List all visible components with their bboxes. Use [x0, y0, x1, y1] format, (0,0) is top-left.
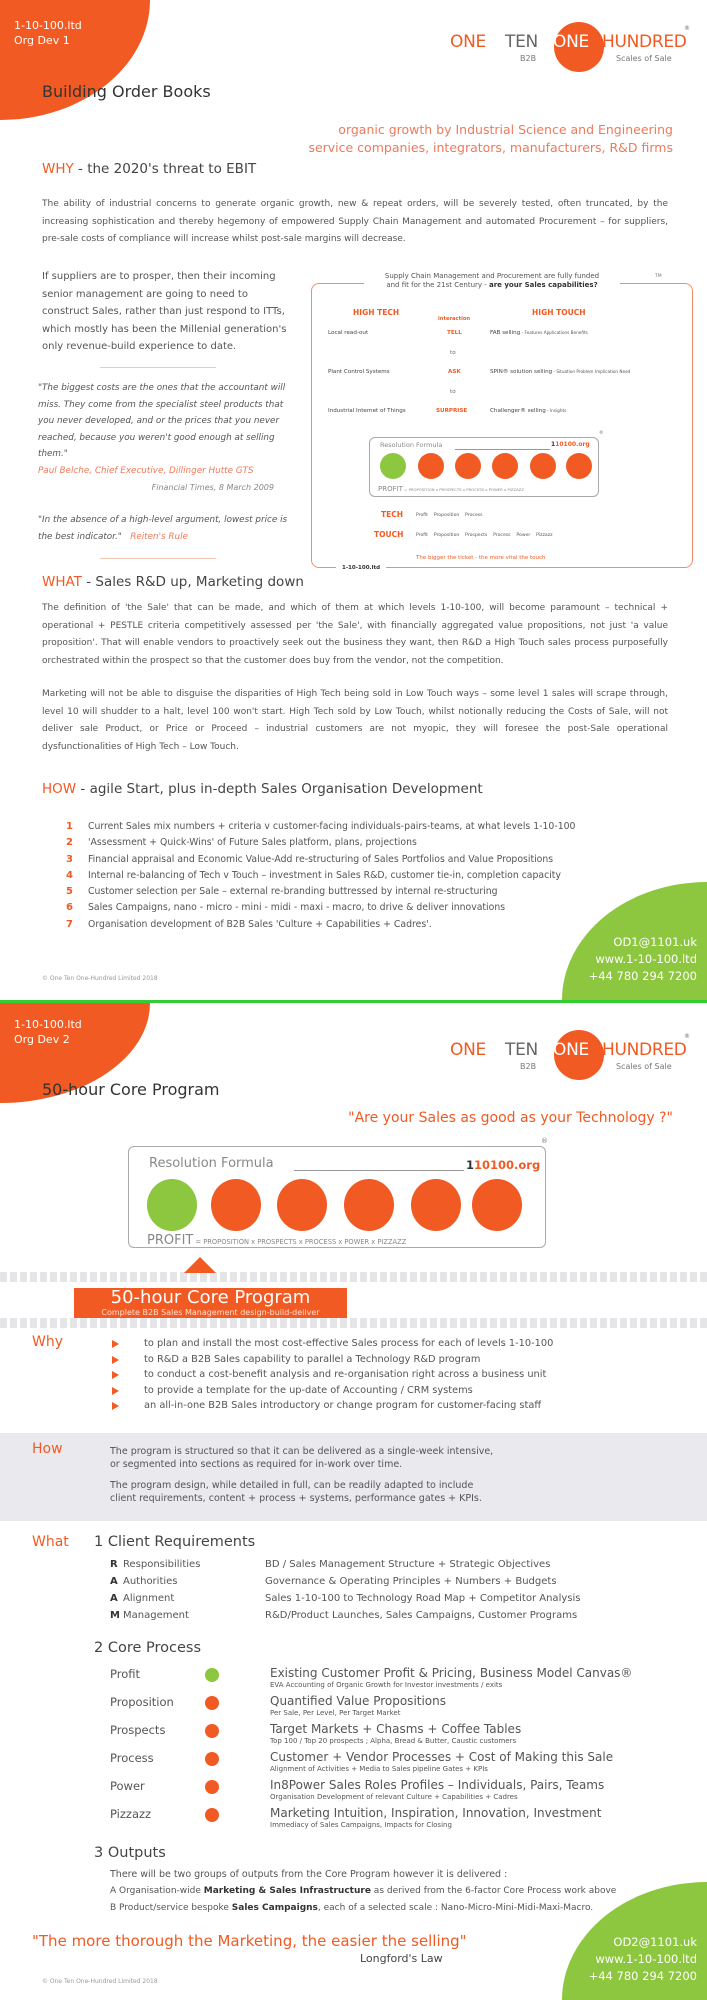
page-title: Building Order Books	[42, 82, 211, 101]
logo-word: TEN	[505, 32, 538, 52]
corner-line1: 1-10-100.ltd	[14, 19, 82, 32]
law-name: Longford's Law	[360, 1952, 443, 1965]
logo-word: ONE	[553, 32, 589, 52]
what-heading-text: - Sales R&D up, Marketing down	[81, 574, 304, 590]
touch-items: Profit Proposition Prospects Process Power Pizzazz	[416, 533, 553, 538]
logo-sub-left: B2B	[520, 1062, 537, 1071]
formula-org: 110100.org	[551, 441, 590, 448]
copyright: © One Ten One-Hundred Limited 2018	[42, 1978, 158, 1985]
corner-line2: Org Dev 1	[14, 34, 70, 47]
row-desc: Sales 1-10-100 to Technology Road Map + Competitor Analysis	[265, 1593, 581, 1604]
how-list	[66, 819, 666, 933]
logo-word: HUNDRED	[602, 1040, 687, 1060]
what-keyword: WHAT	[42, 574, 82, 590]
logo-word: ONE	[450, 1040, 486, 1060]
formula-equation: PROFIT = PROPOSITION x PROSPECTS x PROCESS x POWER x PIZZAZZ	[378, 485, 524, 493]
touch-item: FAB selling - Features Applications Benefits	[490, 330, 588, 336]
touch-label: TOUCH	[374, 530, 404, 539]
copyright: © One Ten One-Hundred Limited 2018	[42, 975, 158, 982]
to-label: to	[450, 389, 456, 395]
bullet-triangle-icon	[112, 1371, 119, 1379]
corner-line1: 1-10-100.ltd	[14, 1018, 82, 1031]
registered-mark: ®	[599, 431, 604, 436]
quote-reiten	[38, 512, 288, 545]
table-row: A Alignment	[110, 1593, 175, 1604]
list-item: 4 Internal re-balancing of Tech v Touch – investment in Sales R&D, customer tie-in, completion capacity	[66, 869, 561, 881]
diagram-footer: The bigger the ticket - the more vital the touch	[416, 555, 546, 561]
brand-logo	[450, 22, 690, 72]
what-paragraph-1: The definition of 'the Sale' that can be made, and which of them at which levels 1-10-100, will become paramount – technical + operational + PESTLE criteria competitively assessed per 'the Sale', with financially aggregated value propositions, not just 'a value proposition'. That will enable vendors to proactively seek out the business they want, then R&D a High Touch sales process purposefully orchestrated within the prospect so that the customer does buy from the vendor, not the competition.	[42, 603, 668, 666]
output-b: B Product/service bespoke Sales Campaigns, each of a selected scale : Nano-Micro-Mini-Midi-Maxi-Macro.	[110, 1903, 594, 1913]
formula-title: Resolution Formula	[149, 1156, 274, 1171]
table-row: A Authorities	[110, 1576, 178, 1587]
how-paragraph-2: The program design, while detailed in full, can be readily adapted to include client requirements, content + process + systems, performance gates + KPIs.	[110, 1480, 482, 1504]
how-heading-text: - agile Start, plus in-depth Sales Organisation Development	[76, 781, 483, 797]
quote-attribution: Paul Belche, Chief Executive, Dillinger Hutte GTS	[38, 465, 254, 476]
how-heading	[42, 781, 483, 797]
dashed-band	[0, 1318, 707, 1328]
quote-source: Financial Times, 8 March 2009	[151, 482, 274, 492]
row-desc: BD / Sales Management Structure + Strategic Objectives	[265, 1559, 551, 1570]
program-banner	[74, 1288, 347, 1318]
resolution-formula-small	[369, 437, 599, 497]
how-label: How	[32, 1441, 63, 1457]
quote-text: "The biggest costs are the ones that the accountant will miss. They come from the specialist steel products that you never developed, and or the prices that you never reached, because you weren't good enough at selling them."	[38, 383, 286, 460]
why-list	[112, 1336, 672, 1414]
bullet-triangle-icon	[112, 1340, 119, 1348]
pizzazz-lightning-icon	[205, 1808, 219, 1822]
how-keyword: HOW	[42, 781, 77, 797]
col-interaction: interaction	[438, 316, 471, 322]
touch-item: Challenger® selling - Insights	[490, 408, 567, 414]
bullet-triangle-icon	[112, 1402, 119, 1410]
corner-badge	[0, 0, 150, 120]
logo-word: ONE	[553, 1040, 589, 1060]
list-item: an all-in-one B2B Sales introductory or change program for customer-facing staff	[112, 1398, 672, 1414]
dashed-band	[0, 1272, 707, 1282]
why-heading	[42, 161, 256, 177]
banner-title: 50-hour Core Program	[110, 1287, 311, 1308]
contact-phone: +44 780 294 7200	[588, 969, 697, 983]
tagline-line1: organic growth by Industrial Science and Engineering	[338, 122, 673, 137]
list-item: 1 Current Sales mix numbers + criteria v customer-facing individuals-pairs-teams, at what levels 1-10-100	[66, 821, 576, 832]
process-radiator-icon	[344, 1179, 394, 1231]
formula-title: Resolution Formula	[380, 441, 443, 449]
corner-line2: Org Dev 2	[14, 1033, 70, 1046]
tech-item: Industrial Internet of Things	[328, 408, 406, 414]
list-item: 6 Sales Campaigns, nano - micro - mini - midi - maxi - macro, to drive & deliver innovations	[66, 902, 506, 914]
list-item: 3 Financial appraisal and Economic Value-Add re-structuring of Sales Portfolios and Value Propositions	[66, 853, 554, 865]
contact-email[interactable]: OD1@1101.uk	[613, 935, 697, 949]
what-label: What	[32, 1534, 69, 1550]
trademark-mark: TM	[655, 274, 662, 279]
what-heading	[42, 574, 304, 590]
registered-mark: ®	[684, 1033, 690, 1040]
row-desc: Governance & Operating Principles + Numbers + Budgets	[265, 1576, 557, 1587]
what-paragraph-2: Marketing will not be able to disguise the disparities of High Tech being sold in Low Touch ways – some level 1 sales will scrape through, level 10 will shudder to a halt, level 100 won't start. High Tech sold by Low Touch, whilst notionally reducing the Costs of Sale, will not deliver sale Product, or Price or Proceed – industrial customers are not myopic, they will foresee the post-Sale operational dysfunctionalities of High Tech – Low Touch.	[42, 689, 668, 752]
logo-sub-right: Scales of Sale	[616, 54, 672, 63]
row-desc: R&D/Product Launches, Sales Campaigns, Customer Programs	[265, 1610, 578, 1621]
core-process-heading: 2 Core Process	[94, 1640, 202, 1656]
quote-belche	[38, 380, 288, 496]
bullet-triangle-icon	[112, 1387, 119, 1395]
bullet-triangle-icon	[112, 1356, 119, 1364]
tagline: "Are your Sales as good as your Technology ?"	[348, 1110, 673, 1126]
outputs-heading: 3 Outputs	[94, 1845, 166, 1861]
profit-dome-icon	[380, 453, 406, 479]
why-label: Why	[32, 1334, 64, 1350]
why-keyword: WHY	[42, 161, 74, 177]
formula-rule	[455, 449, 550, 450]
mode-item: TELL	[447, 330, 462, 336]
prospects-table-icon	[277, 1179, 327, 1231]
tech-item: Plant Control Systems	[328, 369, 390, 375]
caption-line2: and fit for the 21st Century -	[386, 281, 489, 289]
list-item: 7 Organisation development of B2B Sales 'Culture + Capabilities + Cadres'.	[66, 918, 432, 930]
power-engine-icon	[530, 453, 556, 479]
caption-line1: Supply Chain Management and Procurement are fully funded	[384, 272, 600, 280]
tagline	[193, 121, 673, 157]
formula-equation: PROFIT = PROPOSITION x PROSPECTS x PROCESS x POWER x PIZZAZZ	[147, 1233, 407, 1248]
law-quote: "The more thorough the Marketing, the easier the selling"	[32, 1932, 467, 1950]
diagram-caption	[364, 272, 620, 290]
diagram-tag: 1-10-100.ltd	[336, 565, 386, 571]
mode-item: ASK	[448, 369, 461, 375]
tagline-line2: service companies, integrators, manufacturers, R&D firms	[308, 140, 673, 155]
pizzazz-lightning-icon	[472, 1179, 522, 1231]
to-label: to	[450, 350, 456, 356]
profit-dome-icon	[205, 1668, 219, 1682]
table-row: M Management	[110, 1610, 189, 1621]
logo-word: TEN	[505, 1040, 538, 1060]
resolution-formula	[128, 1146, 546, 1248]
list-item: 5 Customer selection per Sale – external re-branding buttressed by internal re-structuring	[66, 886, 498, 898]
pizzazz-lightning-icon	[566, 453, 592, 479]
pointer-triangle-icon	[184, 1257, 216, 1273]
outputs-intro: There will be two groups of outputs from the Core Program however it is delivered :	[110, 1869, 508, 1880]
touch-item: SPIN® solution selling - Situation Problem Implication Need	[490, 369, 631, 375]
page-title: 50-hour Core Program	[42, 1080, 220, 1099]
col-high-touch: HIGH TOUCH	[532, 308, 586, 317]
list-item: to provide a template for the up-date of Accounting / CRM systems	[112, 1383, 672, 1399]
logo-word: ONE	[450, 32, 486, 52]
proposition-grid-icon	[205, 1696, 219, 1710]
list-item: to R&D a B2B Sales capability to parallel a Technology R&D program	[112, 1352, 672, 1368]
proposition-grid-icon	[211, 1179, 261, 1231]
brand-logo	[450, 1030, 690, 1080]
list-item: to conduct a cost-benefit analysis and re-organisation right across a business unit	[112, 1367, 672, 1383]
why-heading-text: - the 2020's threat to EBIT	[73, 161, 257, 177]
power-engine-icon	[205, 1780, 219, 1794]
divider	[100, 558, 216, 559]
registered-mark: ®	[541, 1137, 548, 1145]
why-paragraph: The ability of industrial concerns to generate organic growth, new & repeat orders, will be severely tested, often truncated, by the increasing sophistication and thereby hegemony of empowered Supply Chain Management and automated Procurement – for suppliers, pre-sale costs of compliance will increase whilst post-sale margins will decrease.	[42, 199, 668, 244]
formula-org: 110100.org	[466, 1158, 541, 1172]
why-column-paragraph: If suppliers are to prosper, then their incoming senior management are going to need to construct Sales, rather than just respond to ITTs, which mostly has been the Millenial generation's only revenue-build experience to date.	[42, 271, 287, 352]
contact-web[interactable]: www.1-10-100.ltd	[595, 952, 697, 966]
process-radiator-icon	[492, 453, 518, 479]
prospects-table-icon	[455, 453, 481, 479]
mode-item: SURPRISE	[436, 408, 468, 414]
client-requirements-heading: 1 Client Requirements	[94, 1534, 256, 1550]
divider	[100, 367, 216, 368]
col-high-tech: HIGH TECH	[353, 308, 400, 317]
quote-attribution: Reiten's Rule	[130, 531, 188, 542]
power-engine-icon	[411, 1179, 461, 1231]
output-a: A Organisation-wide Marketing & Sales Infrastructure as derived from the 6-factor Core Process work above	[110, 1886, 617, 1896]
prospects-table-icon	[205, 1724, 219, 1738]
list-item: 2 'Assessment + Quick-Wins' of Future Sales platform, plans, projections	[66, 837, 417, 849]
quote-text: "In the absence of a high-level argument, lowest price is the best indicator."	[38, 515, 288, 542]
tech-items: Profit Proposition Process	[416, 513, 483, 518]
caption-question: are your Sales capabilities?	[489, 281, 598, 289]
tech-label: TECH	[381, 510, 404, 519]
profit-dome-icon	[147, 1179, 197, 1231]
proposition-grid-icon	[418, 453, 444, 479]
list-item: to plan and install the most cost-effective Sales process for each of levels 1-10-100	[112, 1336, 672, 1352]
contact-phone: +44 780 294 7200	[588, 1969, 697, 1983]
logo-word: HUNDRED	[602, 32, 687, 52]
table-row: R Responsibilities	[110, 1559, 201, 1570]
formula-rule	[294, 1170, 464, 1171]
registered-mark: ®	[684, 25, 690, 32]
banner-subtitle: Complete B2B Sales Management design-build-deliver	[101, 1308, 320, 1317]
logo-sub-right: Scales of Sale	[616, 1062, 672, 1071]
tech-item: Local read-out	[328, 330, 369, 336]
contact-web[interactable]: www.1-10-100.ltd	[595, 1952, 697, 1966]
contact-email[interactable]: OD2@1101.uk	[613, 1935, 697, 1949]
how-paragraph-1: The program is structured so that it can be delivered as a single-week intensive, or segmented into sections as required for in-work over time.	[110, 1446, 494, 1470]
process-radiator-icon	[205, 1752, 219, 1766]
tech-touch-diagram	[311, 283, 693, 568]
logo-sub-left: B2B	[520, 54, 537, 63]
